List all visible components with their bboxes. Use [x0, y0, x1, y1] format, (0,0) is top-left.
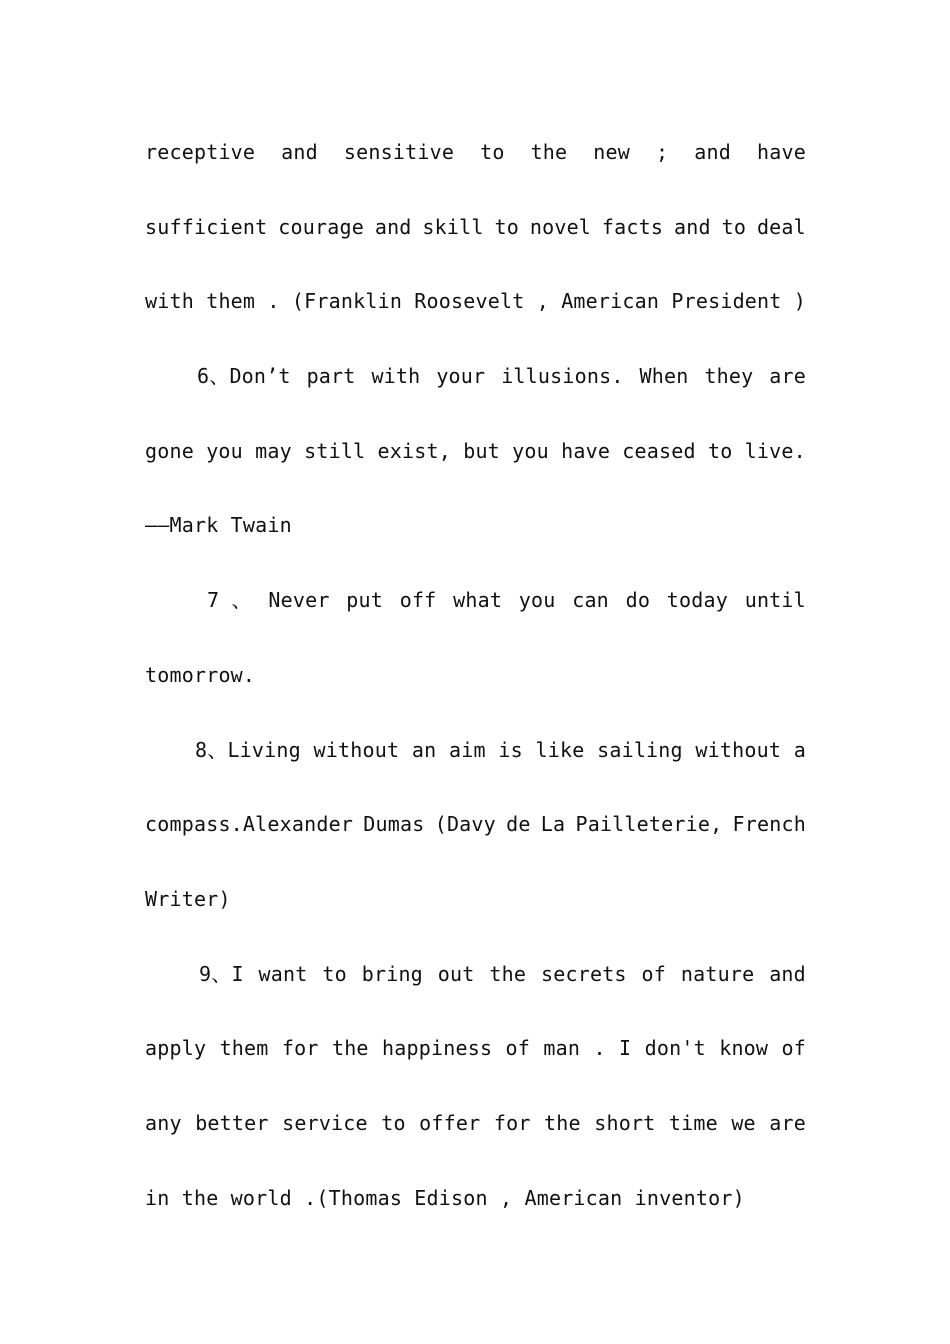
word: to [494, 214, 519, 239]
document-body [145, 134, 806, 1254]
word: French [732, 812, 806, 837]
word: to [721, 214, 747, 239]
word: I [619, 1036, 632, 1061]
word: compass.Alexander [145, 812, 354, 837]
word: nature [680, 961, 755, 986]
word: La [540, 812, 566, 837]
word: Pailleterie, [575, 812, 723, 837]
word: the [544, 1110, 581, 1135]
receptive-line-word: the [530, 140, 568, 164]
quote-6-line-1 [145, 358, 806, 433]
word: offer [419, 1110, 481, 1135]
receptive-line-word: and [281, 140, 318, 164]
word: don't [644, 1036, 706, 1061]
word: and [674, 214, 711, 239]
word: for [493, 1110, 531, 1135]
word: for [281, 1036, 319, 1061]
quote-6-attribution: ——Mark Twain [145, 513, 292, 538]
receptive-line-word: new [593, 140, 631, 164]
word: skill [422, 214, 484, 239]
word: may [255, 438, 292, 463]
word: ceased [622, 438, 696, 463]
quote-7-word: today [666, 588, 729, 613]
word: want [258, 961, 308, 986]
word: to [322, 961, 347, 986]
quote-8-line-3: Writer) [145, 886, 231, 911]
word: 9、I [199, 961, 244, 986]
word: of [505, 1036, 531, 1061]
word: of [781, 1036, 806, 1061]
word: facts [601, 214, 664, 239]
quote-7-word: can [572, 588, 609, 613]
word: de [506, 812, 531, 837]
quote-7-word: you [518, 588, 556, 613]
quote-8-line-2 [145, 806, 806, 881]
receptive-line-word: have [757, 140, 806, 164]
word: part [306, 364, 356, 389]
word: gone [145, 438, 194, 463]
text-line-receptive [145, 134, 806, 209]
word: the [489, 961, 527, 986]
word: are [769, 364, 806, 389]
word: a [793, 737, 806, 762]
word: without [313, 737, 400, 762]
quote-7-word: 7 、 [207, 588, 252, 613]
word: with [371, 364, 421, 389]
word: aim [448, 737, 486, 762]
word: we [731, 1110, 756, 1135]
word: out [437, 961, 475, 986]
quote-7-word: do [625, 588, 651, 613]
quote-7-line-1 [145, 582, 806, 657]
quote-9-line-1 [145, 956, 806, 1031]
receptive-line-word: and [694, 140, 732, 164]
word: happiness [382, 1036, 493, 1061]
quote-7-word: put [346, 588, 384, 613]
word: sufficient [145, 214, 268, 239]
quote-7-word: what [453, 588, 503, 613]
text-line-roosevelt-attribution: with them . (Franklin Roosevelt , American President ) [145, 289, 806, 314]
word: to [707, 438, 733, 463]
quote-7-word: until [744, 588, 806, 613]
word: novel [529, 214, 592, 239]
word: service [282, 1110, 368, 1135]
word: you [512, 438, 549, 463]
word: . [593, 1036, 606, 1061]
word: sailing [597, 737, 683, 762]
word: but [463, 438, 500, 463]
word: apply [145, 1036, 207, 1061]
word: is [498, 737, 523, 762]
word: courage [278, 214, 364, 239]
word: like [535, 737, 585, 762]
word: still [304, 438, 366, 463]
receptive-line-word: to [480, 140, 505, 164]
word: an [411, 737, 437, 762]
receptive-line-word: sensitive [343, 140, 455, 164]
word: secrets [540, 961, 627, 986]
quote-7-word: Never [268, 588, 330, 613]
quote-9-line-4: in the world .(Thomas Edison , American inventor) [145, 1185, 745, 1210]
word: without [695, 737, 782, 762]
word: your [436, 364, 486, 389]
receptive-line-word: ; [656, 140, 669, 164]
word: any [145, 1110, 182, 1135]
word: 8、Living [195, 737, 301, 762]
word: and [769, 961, 806, 986]
word: know [719, 1036, 769, 1061]
word: exist, [377, 438, 451, 463]
word: When [639, 364, 689, 389]
word: are [769, 1110, 806, 1135]
word: 6、Don’t [197, 364, 291, 389]
quote-9-line-2 [145, 1030, 806, 1105]
quote-6-line-2 [145, 433, 806, 508]
word: short [594, 1110, 656, 1135]
word: you [206, 438, 243, 463]
word: man [543, 1036, 581, 1061]
text-line-sufficient [145, 209, 806, 284]
quote-7-word: off [399, 588, 437, 613]
word: (Davy [434, 812, 496, 837]
word: the [331, 1036, 369, 1061]
word: bring [361, 961, 423, 986]
word: deal [756, 214, 806, 239]
word: illusions. [501, 364, 624, 389]
word: better [195, 1110, 269, 1135]
word: Dumas [363, 812, 425, 837]
word: and [374, 214, 412, 239]
quote-8-line-1 [145, 732, 806, 807]
word: them [219, 1036, 269, 1061]
quote-9-line-3 [145, 1105, 806, 1180]
word: of [641, 961, 667, 986]
receptive-line-word: receptive [145, 140, 256, 164]
word: time [668, 1110, 718, 1135]
word: to [381, 1110, 406, 1135]
word: have [561, 438, 611, 463]
word: live. [744, 438, 806, 463]
quote-7-line-2: tomorrow. [145, 662, 256, 687]
word: they [704, 364, 754, 389]
